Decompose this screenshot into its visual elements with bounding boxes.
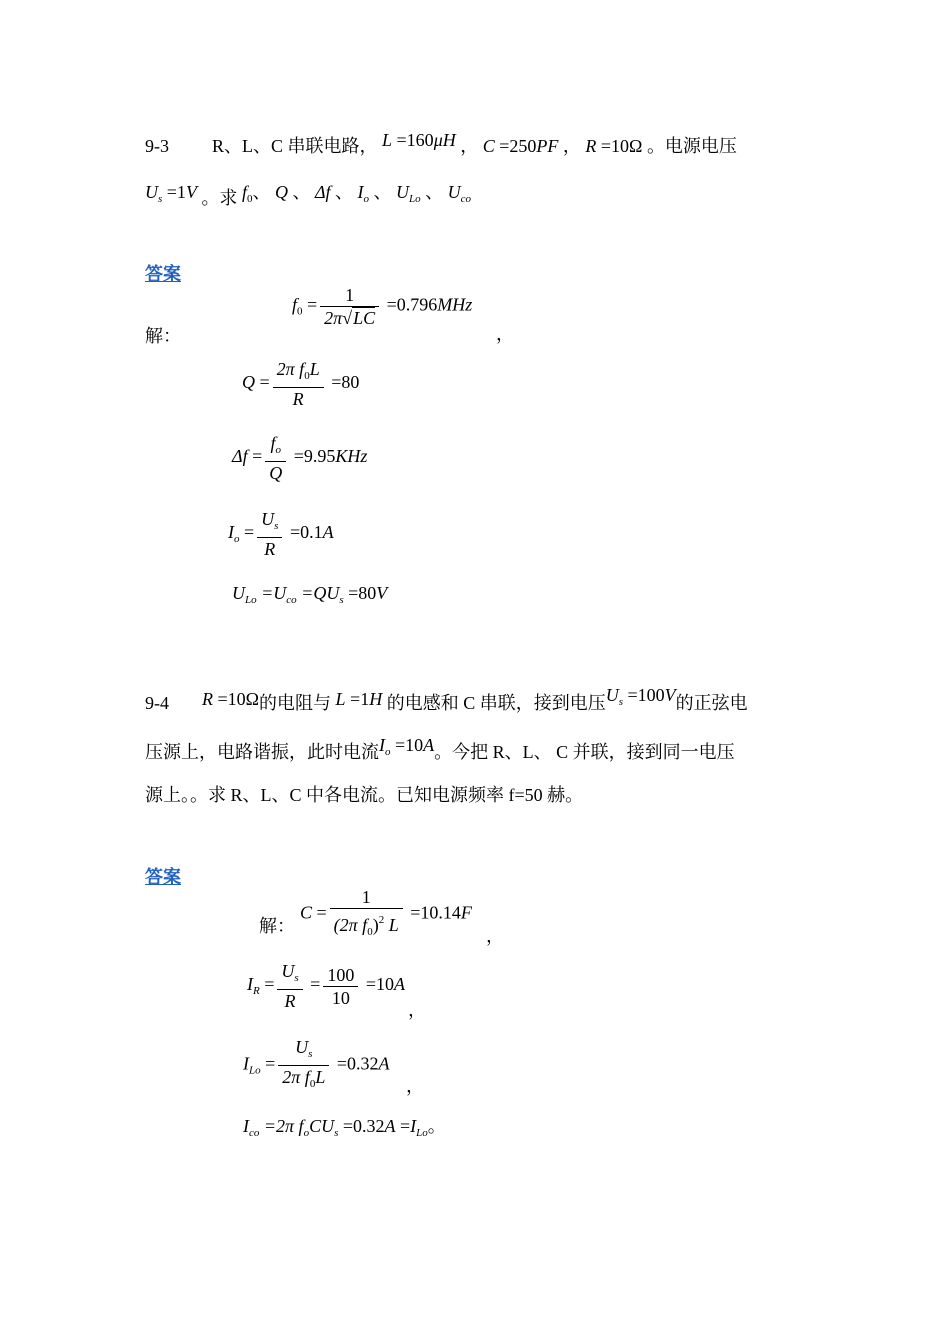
requested-quantities: $f_0$、 Q 、 Δf 、 $I_o$ 、 $U_{Lo}$ 、 $U_{co}$ (241, 182, 472, 205)
resistance-value: R =10Ω (202, 689, 260, 709)
problem-number: 9-3 (145, 136, 169, 156)
problem-9-4-line2: 压源上，电路谐振，此时电流$I_o =10A$。今把 R、L、 C 并联，接到同一电压 (145, 735, 735, 762)
formula-C: C = $\frac{1}{(2\pi f_0)^2 L}$ =10.14F (300, 887, 472, 938)
formula-Io: $I_o$ = $\frac{U_s}{R}$ =0.1A (228, 509, 334, 559)
problem-9-4-line3: 源上。。求 R、L、C 中各电流。已知电源频率 f=50 赫。 (145, 785, 584, 805)
problem-9-3-line1: 9-3 R、L、C 串联电路， L =160μH ， C =250PF ， R =10Ω 。电源电压 (145, 130, 737, 156)
current-value: $I_o =10A$ (379, 735, 435, 758)
comma: ， (406, 1076, 424, 1096)
answer-link-9-3[interactable]: 答案 (145, 264, 181, 284)
formula-IR: $I_R$ = $\frac{U_s}{R}$ = $\frac{100}{10}$ =10A (247, 961, 405, 1011)
inductance-value: L =1H (335, 689, 383, 709)
problem-text: R、L、C 串联电路， (212, 136, 378, 156)
comma: ， (496, 324, 514, 344)
solution-label: 解： (145, 326, 181, 346)
problem-number: 9-4 (145, 693, 169, 713)
capacitance-value: C =250PF (482, 136, 559, 156)
formula-f0: $f_0$ = $\frac{1}{2\pi√LC}$ =0.796MHz (292, 285, 473, 328)
problem-9-4-line1: 9-4 R =10Ω的电阻与 L =1H 的电感和 C 串联，接到电压$U_s =100V$的正弦电 (145, 685, 748, 713)
comma: ， (486, 926, 504, 946)
answer-link-9-4[interactable]: 答案 (145, 867, 181, 887)
formula-ULo: $U_{Lo} =U_{co} =QU_s =80V$ (232, 583, 388, 606)
solution-label: 解： (259, 916, 295, 936)
inductance-value: L =160μH (382, 130, 456, 150)
source-voltage: $U_s =1V$ (145, 182, 197, 205)
formula-Q: Q = $\frac{2\pi f_0L}{R}$ =80 (242, 359, 360, 409)
source-voltage: $U_s =100V$ (605, 685, 676, 708)
formula-delta-f: Δf = $\frac{f_o}{Q}$ =9.95KHz (232, 433, 368, 483)
formula-Ico: $I_{co} =2\pi$ $f_oCU_s =0.32A =I_{Lo}$。 (243, 1116, 446, 1139)
comma: ， (408, 1000, 426, 1020)
formula-ILo: $I_{Lo}$ = $\frac{U_s}{2\pi f_0L}$ =0.32A (243, 1037, 390, 1090)
problem-9-3-line2: $U_s =1V$ 。求 $f_0$、 Q 、 Δf 、 $I_o$ 、 $U_{Lo}$ 、 $U_{co}$ (145, 182, 472, 208)
resistance-value: R =10Ω (585, 136, 643, 156)
